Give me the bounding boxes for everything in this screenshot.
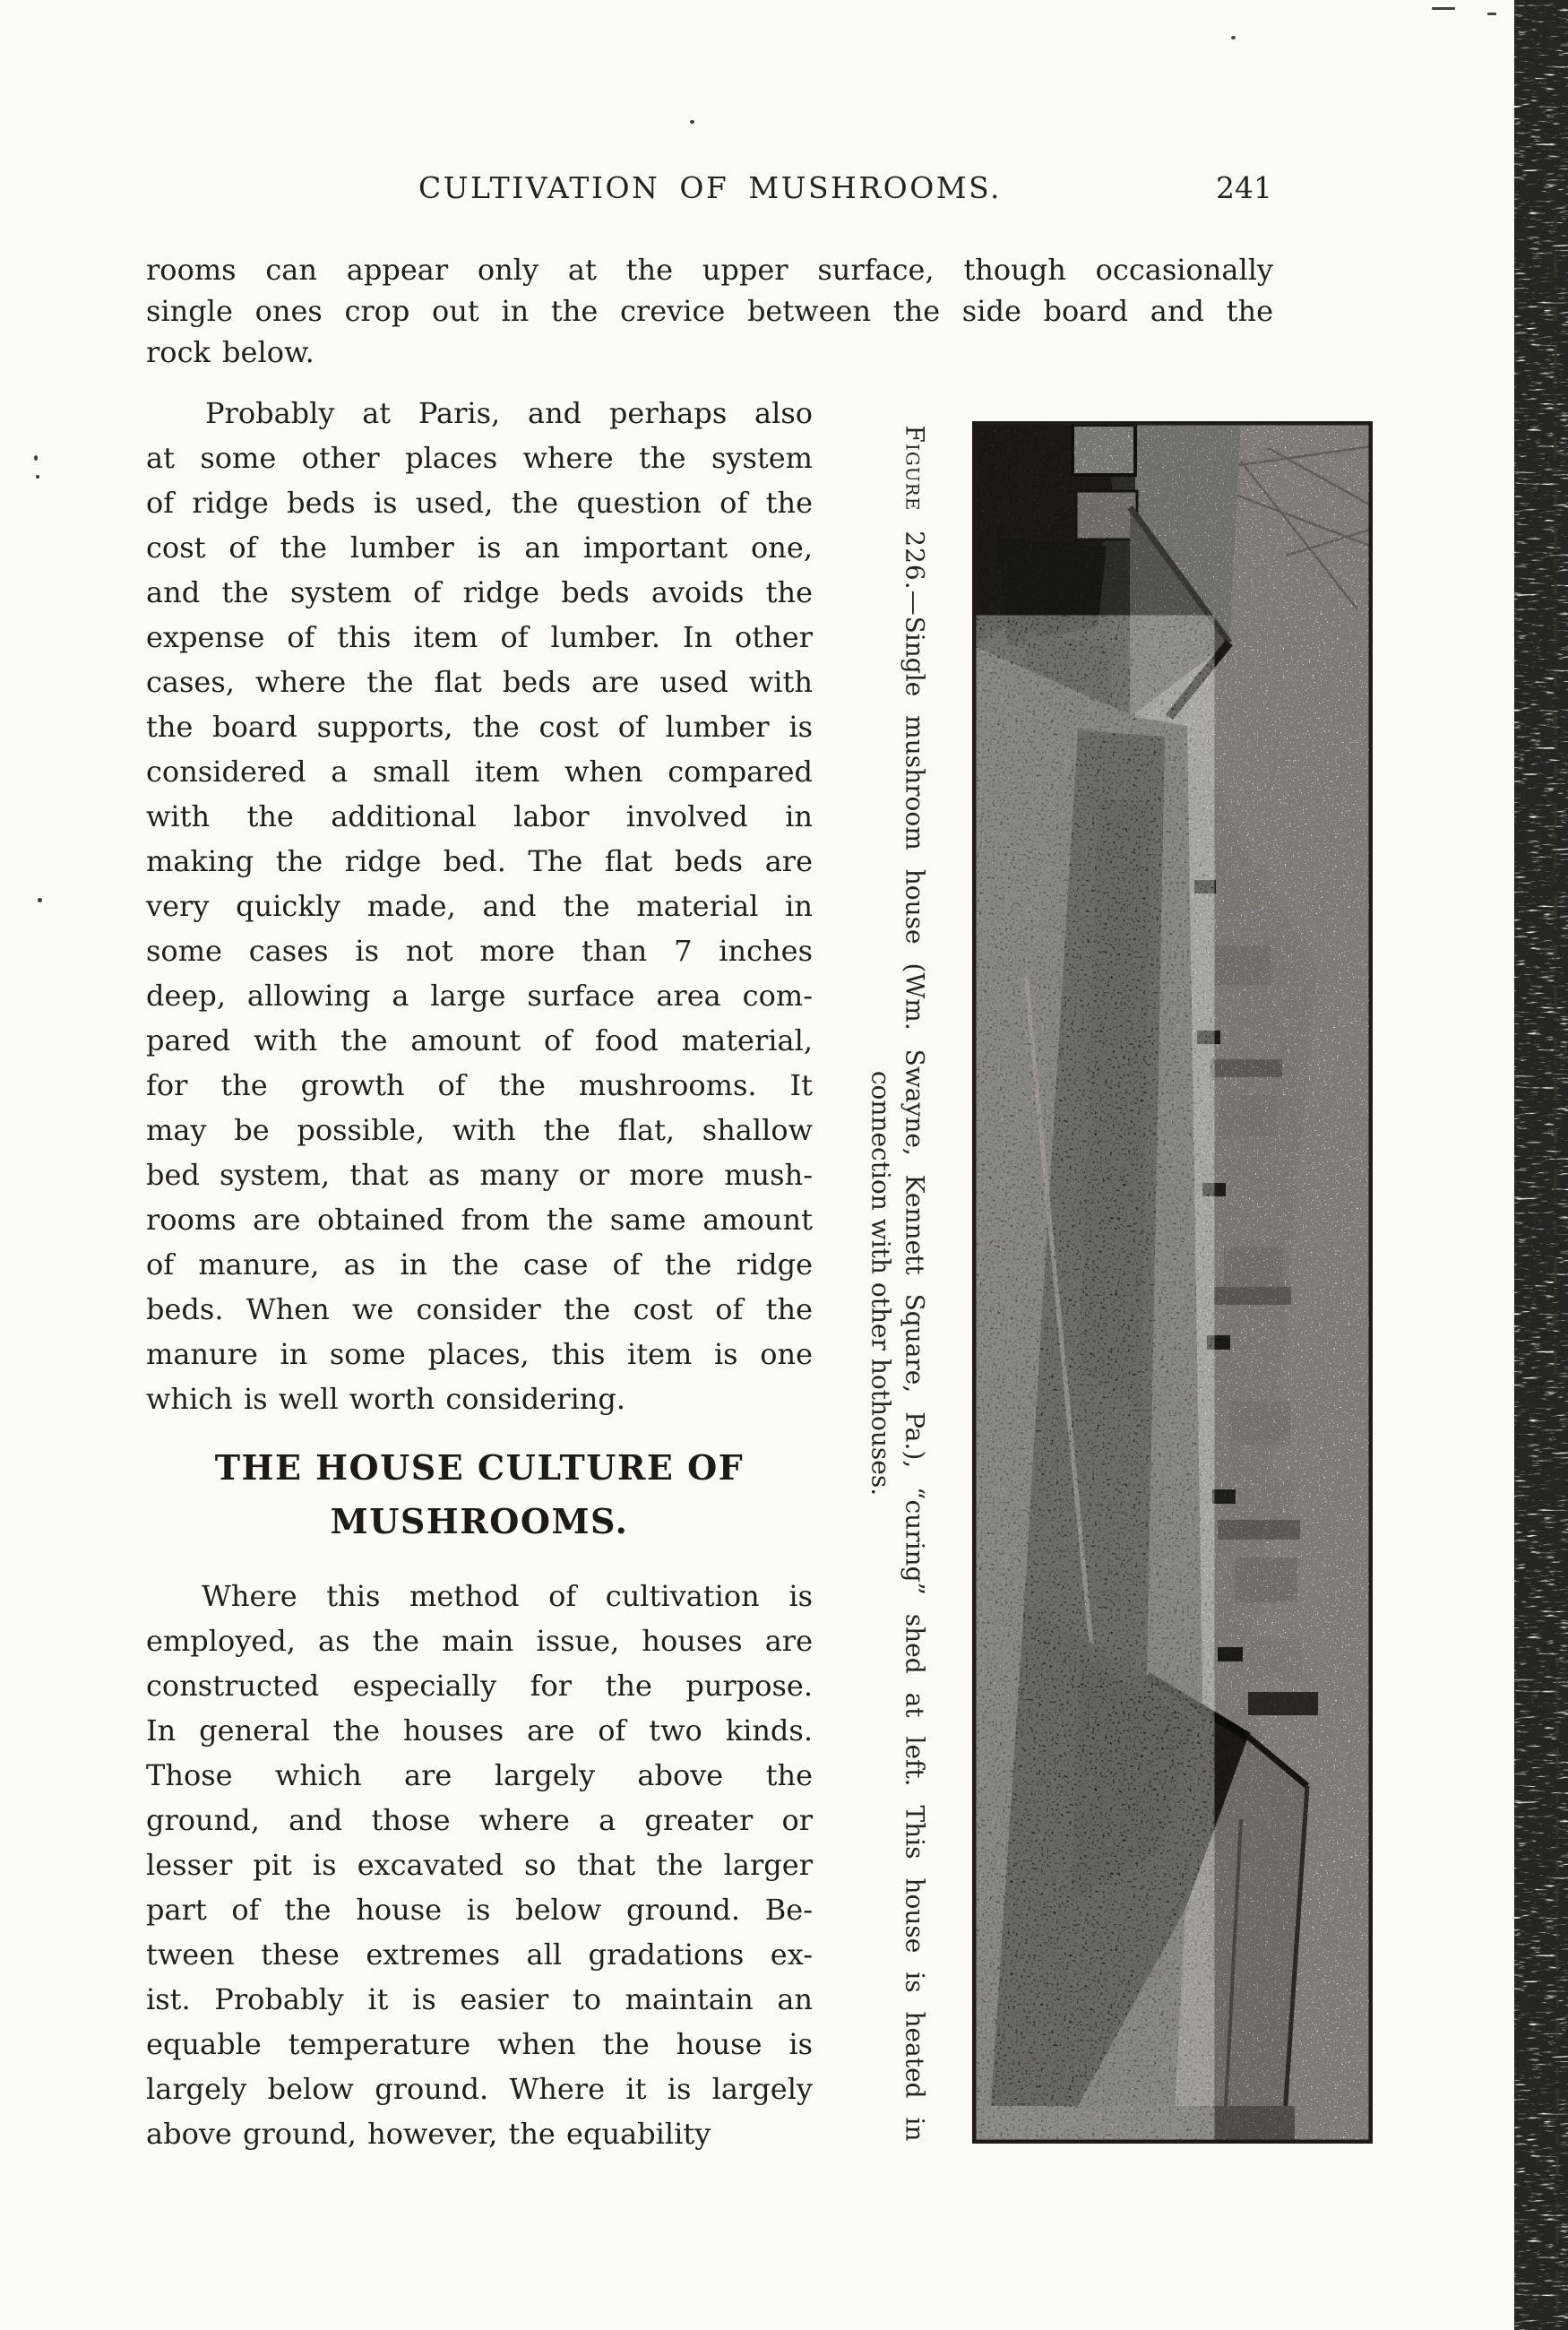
text-line: Those which are largely above the <box>146 1758 813 1792</box>
text-line: which is well worth considering. <box>146 1382 625 1416</box>
figure-label: Figure 226.— <box>900 425 930 617</box>
text-line: making the ridge bed. The flat beds are <box>146 844 813 878</box>
text-line: part of the house is below ground. Be- <box>146 1893 813 1927</box>
text-line: tween these extremes all gradations ex- <box>146 1937 813 1972</box>
text-line: rooms are obtained from the same amount <box>146 1203 813 1237</box>
text-line: lesser pit is excavated so that the larger <box>146 1848 813 1882</box>
text-line: Probably at Paris, and perhaps also <box>205 396 813 430</box>
text-line: single ones crop out in the crevice between the side board and the <box>146 294 1273 328</box>
text-line: considered a small item when compared <box>146 755 813 789</box>
text-line: ist. Probably it is easier to maintain an <box>146 1982 813 2016</box>
scan-noise-right-edge <box>1498 0 1568 2330</box>
text-line: ground, and those where a greater or <box>146 1803 813 1837</box>
running-title: CULTIVATION OF MUSHROOMS. <box>418 170 1002 205</box>
text-line: the board supports, the cost of lumber is <box>146 710 813 744</box>
left-column <box>146 391 813 2156</box>
text-line: at some other places where the system <box>146 441 813 475</box>
text-line: employed, as the main issue, houses are <box>146 1624 813 1658</box>
paragraph-ridge-beds <box>146 391 813 1421</box>
section-heading-line2: MUSHROOMS. <box>330 1501 629 1541</box>
text-line: and the system of ridge beds avoids the <box>146 575 813 609</box>
text-line: equable temperature when the house is <box>146 2027 813 2061</box>
text-line: very quickly made, and the material in <box>146 889 813 923</box>
text-line: cases, where the flat beds are used with <box>146 665 813 699</box>
figure-caption-line1 <box>898 426 932 2142</box>
page-number: 241 <box>1216 170 1272 205</box>
text-line: deep, allowing a large surface area com- <box>146 979 813 1013</box>
text-line: above ground, however, the equability <box>146 2117 711 2151</box>
scan-speck <box>34 455 38 461</box>
text-line: manure in some places, this item is one <box>146 1337 813 1371</box>
mushroom-house-photo <box>972 421 1373 2144</box>
text-line: some cases is not more than 7 inches <box>146 934 813 968</box>
text-line: beds. When we consider the cost of the <box>146 1292 813 1326</box>
scan-speck <box>1487 13 1496 15</box>
section-heading-line1: THE HOUSE CULTURE OF <box>214 1447 745 1488</box>
text-line: of ridge beds is used, the question of the <box>146 486 813 520</box>
section-heading <box>146 1441 813 1549</box>
text-line: In general the houses are of two kinds. <box>146 1713 813 1748</box>
text-line: cost of the lumber is an important one, <box>146 531 813 565</box>
paragraph-house-culture <box>146 1574 813 2156</box>
scan-speck <box>690 120 694 124</box>
scan-speck <box>36 475 39 479</box>
text-line: of manure, as in the case of the ridge <box>146 1247 813 1282</box>
figure-caption-text: Single mushroom house (Wm. Swayne, Kennett Square, Pa.), “curing” shed at left. This house is heated in <box>900 616 930 2142</box>
text-line: bed system, that as many or more mush- <box>146 1158 813 1192</box>
text-line: constructed especially for the purpose. <box>146 1669 813 1703</box>
text-line: may be possible, with the flat, shallow <box>146 1113 813 1147</box>
scan-speck <box>1231 36 1236 39</box>
text-line: Where this method of cultivation is <box>202 1579 813 1613</box>
text-line: for the growth of the mushrooms. It <box>146 1068 813 1102</box>
intro-paragraph <box>146 249 1273 373</box>
figure-caption <box>864 426 932 2142</box>
text-line: rooms can appear only at the upper surface, though occasionally <box>146 253 1273 287</box>
figure-photo <box>972 421 1373 2144</box>
scan-speck <box>1432 7 1455 10</box>
scan-speck <box>38 898 42 902</box>
figure-caption-line2: connection with other hothouses. <box>866 1070 896 1497</box>
text-line: pared with the amount of food material, <box>146 1023 813 1057</box>
text-line: largely below ground. Where it is largely <box>146 2072 813 2106</box>
text-line: expense of this item of lumber. In other <box>146 620 813 654</box>
text-line: with the additional labor involved in <box>146 799 813 833</box>
text-line: rock below. <box>146 335 314 369</box>
